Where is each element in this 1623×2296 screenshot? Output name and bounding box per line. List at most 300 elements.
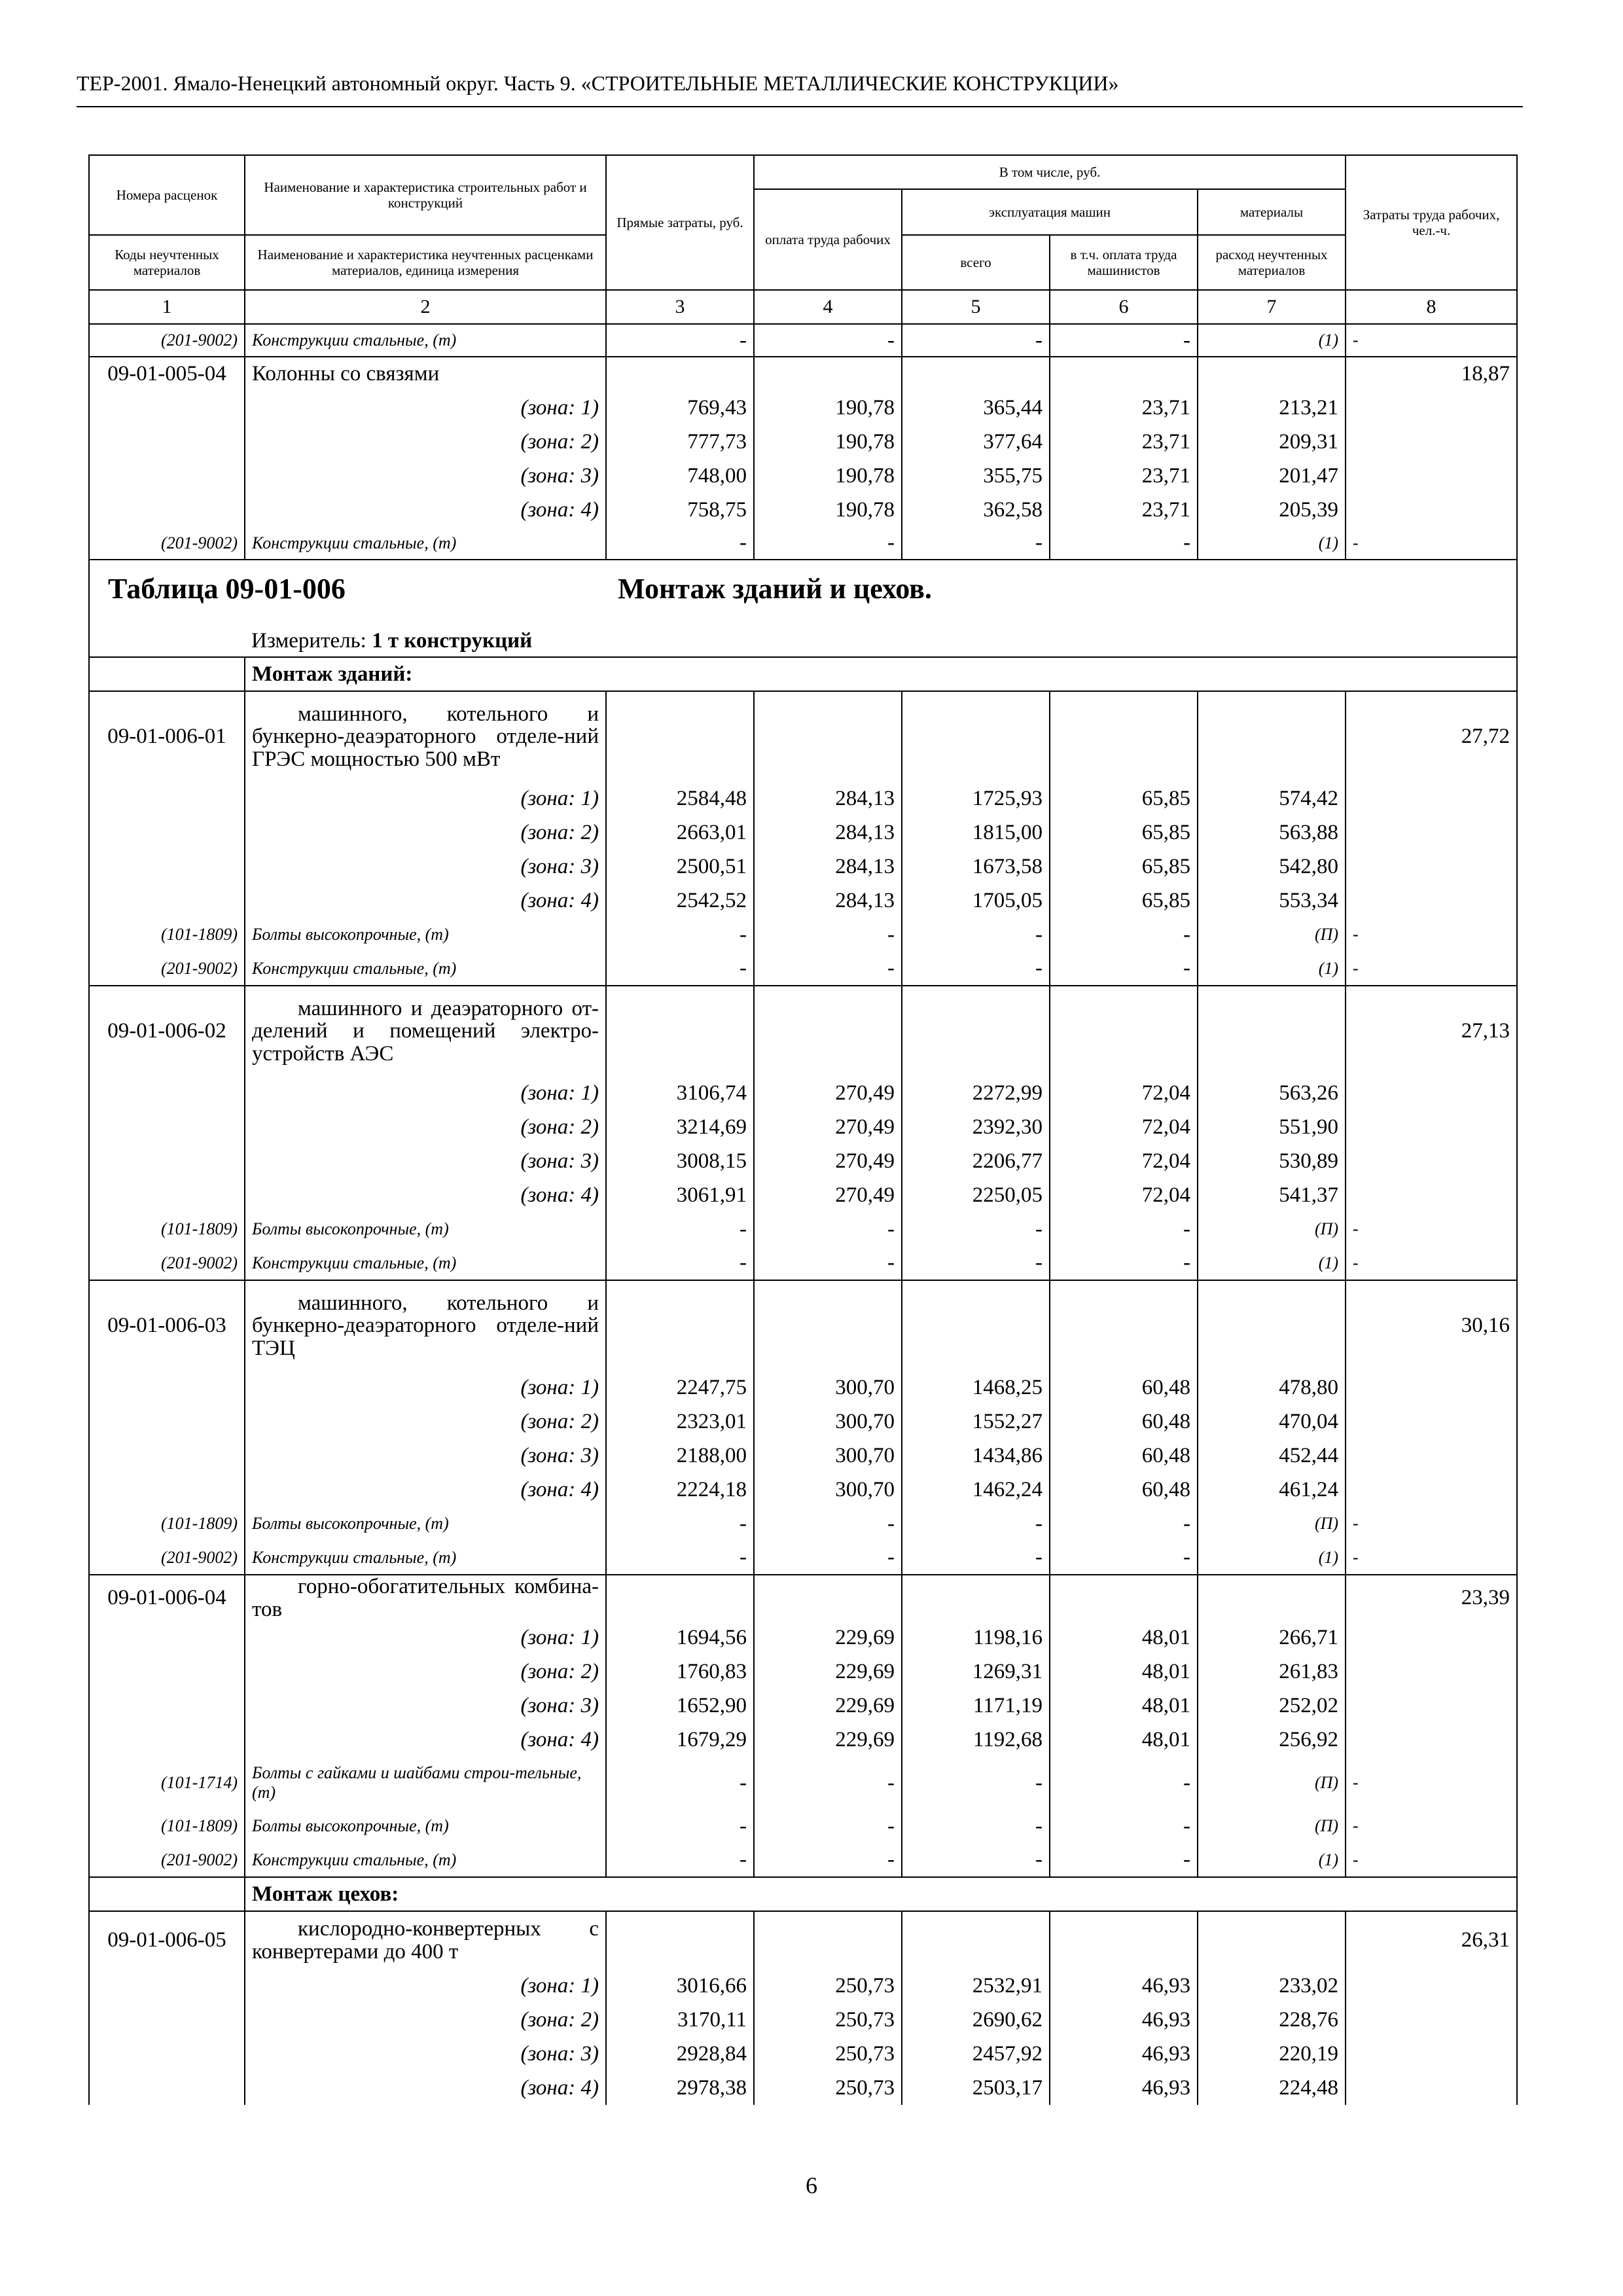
material-quantity: (1) [1198, 1843, 1346, 1877]
machinist-pay-value: 65,85 [1050, 884, 1198, 918]
materials-value: 233,02 [1198, 1969, 1346, 2003]
empty-cell [89, 1969, 245, 2003]
empty-cell [754, 1575, 902, 1621]
empty-cell [1346, 1473, 1517, 1507]
material-quantity: (П) [1198, 1757, 1346, 1809]
empty-cell [89, 884, 245, 918]
worker-pay-value: 270,49 [754, 1144, 902, 1178]
dash-cell: - [606, 1212, 754, 1246]
empty-cell [1050, 1280, 1198, 1371]
header-machines: эксплуатация машин [902, 189, 1198, 235]
empty-cell [1050, 1911, 1198, 1969]
empty-cell [1198, 691, 1346, 781]
direct-costs-value: 1679,29 [606, 1723, 754, 1757]
machines-total-value: 1673,58 [902, 850, 1050, 884]
empty-cell [1346, 459, 1517, 493]
zone-row [89, 459, 1517, 493]
dash-cell: - [606, 527, 754, 560]
material-row [89, 1246, 1517, 1280]
material-name: Конструкции стальные, (т) [245, 952, 606, 986]
dash-cell: - [606, 1507, 754, 1541]
materials-value: 220,19 [1198, 2037, 1346, 2071]
machines-total-value: 1815,00 [902, 816, 1050, 850]
dash-cell: - [1050, 918, 1198, 952]
dash-cell: - [1050, 324, 1198, 357]
worker-pay-value: 250,73 [754, 2003, 902, 2037]
worker-pay-value: 250,73 [754, 1969, 902, 2003]
header-divider [77, 106, 1523, 107]
column-number: 7 [1198, 290, 1346, 324]
zone-label: (зона: 1) [245, 1076, 606, 1110]
header-rate-number: Номера расценок [89, 155, 245, 235]
empty-cell [1346, 493, 1517, 527]
direct-costs-value: 2247,75 [606, 1371, 754, 1405]
material-quantity: (П) [1198, 1507, 1346, 1541]
empty-cell [1346, 2071, 1517, 2105]
empty-cell [89, 781, 245, 816]
zone-label: (зона: 4) [245, 1723, 606, 1757]
measure-value: 1 т конструкций [372, 629, 533, 653]
worker-pay-value: 300,70 [754, 1405, 902, 1439]
zone-row [89, 850, 1517, 884]
materials-value: 452,44 [1198, 1439, 1346, 1473]
dash-cell: - [606, 952, 754, 986]
zone-label: (зона: 3) [245, 2037, 606, 2071]
empty-cell [1346, 425, 1517, 459]
empty-cell [89, 1439, 245, 1473]
section-title: Монтаж цехов: [245, 1877, 1517, 1911]
dash-cell: - [1346, 1757, 1517, 1809]
zone-row [89, 1076, 1517, 1110]
worker-pay-value: 270,49 [754, 1076, 902, 1110]
material-row [89, 527, 1517, 560]
table-title: Таблица 09-01-006 [108, 573, 346, 605]
machinist-pay-value: 72,04 [1050, 1076, 1198, 1110]
material-row [89, 918, 1517, 952]
material-code: (201-9002) [89, 527, 245, 560]
labor-value: 18,87 [1346, 357, 1517, 391]
zone-row [89, 1371, 1517, 1405]
zone-row [89, 493, 1517, 527]
page-header: ТЕР-2001. Ямало-Ненецкий автономный округ. Часть 9. «СТРОИТЕЛЬНЫЕ МЕТАЛЛИЧЕСКИЕ КОНСТРУКЦИИ» [77, 71, 1119, 95]
work-name: машинного и деаэраторного от-делений и помещений электро-устройств АЭС [245, 986, 606, 1076]
empty-cell [1050, 986, 1198, 1076]
column-number: 4 [754, 290, 902, 324]
zone-row [89, 1439, 1517, 1473]
empty-cell [754, 1911, 902, 1969]
machines-total-value: 2250,05 [902, 1178, 1050, 1212]
material-quantity: (1) [1198, 1541, 1346, 1575]
empty-cell [89, 1405, 245, 1439]
zone-label: (зона: 3) [245, 850, 606, 884]
empty-cell [902, 691, 1050, 781]
empty-cell [89, 1110, 245, 1144]
direct-costs-value: 3061,91 [606, 1178, 754, 1212]
empty-cell [89, 1621, 245, 1655]
rate-row [89, 357, 1517, 391]
direct-costs-value: 2542,52 [606, 884, 754, 918]
material-quantity: (1) [1198, 324, 1346, 357]
material-quantity: (1) [1198, 527, 1346, 560]
dash-cell: - [606, 1541, 754, 1575]
direct-costs-value: 777,73 [606, 425, 754, 459]
material-code: (201-9002) [89, 1541, 245, 1575]
measure-label: Измеритель: [251, 629, 366, 653]
labor-value: 30,16 [1346, 1280, 1517, 1371]
machinist-pay-value: 46,93 [1050, 2037, 1198, 2071]
empty-cell [1346, 1371, 1517, 1405]
zone-label: (зона: 1) [245, 781, 606, 816]
table-title-row [89, 560, 1517, 626]
labor-value: 23,39 [1346, 1575, 1517, 1621]
machines-total-value: 1269,31 [902, 1655, 1050, 1689]
zone-label: (зона: 2) [245, 1110, 606, 1144]
direct-costs-value: 2928,84 [606, 2037, 754, 2071]
empty-cell [1198, 1575, 1346, 1621]
empty-cell [1346, 1621, 1517, 1655]
dash-cell: - [1050, 1541, 1198, 1575]
worker-pay-value: 229,69 [754, 1621, 902, 1655]
machinist-pay-value: 48,01 [1050, 1621, 1198, 1655]
zone-label: (зона: 3) [245, 459, 606, 493]
zone-row [89, 1473, 1517, 1507]
zone-label: (зона: 2) [245, 816, 606, 850]
materials-value: 205,39 [1198, 493, 1346, 527]
rate-code: 09-01-006-05 [89, 1911, 245, 1969]
material-code: (101-1809) [89, 1809, 245, 1843]
dash-cell: - [1050, 1246, 1198, 1280]
worker-pay-value: 250,73 [754, 2037, 902, 2071]
material-name: Конструкции стальные, (т) [245, 1843, 606, 1877]
worker-pay-value: 250,73 [754, 2071, 902, 2105]
machines-total-value: 355,75 [902, 459, 1050, 493]
worker-pay-value: 300,70 [754, 1439, 902, 1473]
material-quantity: (1) [1198, 1246, 1346, 1280]
zone-row [89, 2003, 1517, 2037]
material-quantity: (П) [1198, 918, 1346, 952]
empty-cell [1198, 1280, 1346, 1371]
dash-cell: - [754, 1507, 902, 1541]
empty-cell [902, 357, 1050, 391]
empty-cell [1050, 357, 1198, 391]
rates-table [88, 154, 1518, 2105]
rate-code: 09-01-006-02 [89, 986, 245, 1076]
empty-cell [1346, 1689, 1517, 1723]
dash-cell: - [902, 1843, 1050, 1877]
worker-pay-value: 190,78 [754, 459, 902, 493]
zone-label: (зона: 4) [245, 1473, 606, 1507]
material-name: Болты высокопрочные, (т) [245, 1507, 606, 1541]
empty-cell [606, 1575, 754, 1621]
dash-cell: - [902, 1507, 1050, 1541]
material-quantity: (П) [1198, 1809, 1346, 1843]
empty-cell [1346, 781, 1517, 816]
machines-total-value: 1725,93 [902, 781, 1050, 816]
machinist-pay-value: 60,48 [1050, 1439, 1198, 1473]
zone-row [89, 1178, 1517, 1212]
empty-cell [89, 1877, 245, 1911]
machinist-pay-value: 23,71 [1050, 425, 1198, 459]
empty-cell [89, 425, 245, 459]
dash-cell: - [902, 952, 1050, 986]
material-name: Болты высокопрочные, (т) [245, 1809, 606, 1843]
section-row [89, 657, 1517, 691]
materials-value: 541,37 [1198, 1178, 1346, 1212]
machinist-pay-value: 48,01 [1050, 1689, 1198, 1723]
dash-cell: - [1346, 527, 1517, 560]
materials-value: 461,24 [1198, 1473, 1346, 1507]
material-row [89, 1809, 1517, 1843]
zone-row [89, 1723, 1517, 1757]
machines-total-value: 2457,92 [902, 2037, 1050, 2071]
materials-value: 252,02 [1198, 1689, 1346, 1723]
machines-total-value: 1171,19 [902, 1689, 1050, 1723]
zone-label: (зона: 4) [245, 1178, 606, 1212]
zone-row [89, 1110, 1517, 1144]
dash-cell: - [606, 324, 754, 357]
header-machinist-pay: в т.ч. оплата труда машинистов [1050, 235, 1198, 290]
material-name: Конструкции стальные, (т) [245, 1541, 606, 1575]
direct-costs-value: 3008,15 [606, 1144, 754, 1178]
empty-cell [1346, 1969, 1517, 2003]
empty-cell [1346, 2037, 1517, 2071]
dash-cell: - [754, 1809, 902, 1843]
dash-cell: - [1050, 1212, 1198, 1246]
direct-costs-value: 758,75 [606, 493, 754, 527]
zone-row [89, 1621, 1517, 1655]
direct-costs-value: 1760,83 [606, 1655, 754, 1689]
worker-pay-value: 229,69 [754, 1655, 902, 1689]
machines-total-value: 2206,77 [902, 1144, 1050, 1178]
machinist-pay-value: 23,71 [1050, 493, 1198, 527]
header-direct-costs: Прямые затраты, руб. [606, 155, 754, 290]
dash-cell: - [754, 952, 902, 986]
empty-cell [89, 1655, 245, 1689]
direct-costs-value: 3016,66 [606, 1969, 754, 2003]
zone-row [89, 391, 1517, 425]
empty-cell [89, 459, 245, 493]
column-number: 6 [1050, 290, 1198, 324]
empty-cell [1346, 1076, 1517, 1110]
direct-costs-value: 2500,51 [606, 850, 754, 884]
empty-cell [1346, 1405, 1517, 1439]
zone-row [89, 816, 1517, 850]
empty-cell [902, 986, 1050, 1076]
empty-cell [89, 493, 245, 527]
rate-code: 09-01-006-01 [89, 691, 245, 781]
material-code: (101-1809) [89, 1507, 245, 1541]
column-number: 5 [902, 290, 1050, 324]
zone-row [89, 2037, 1517, 2071]
material-name: Болты высокопрочные, (т) [245, 1212, 606, 1246]
worker-pay-value: 284,13 [754, 850, 902, 884]
machines-total-value: 377,64 [902, 425, 1050, 459]
direct-costs-value: 748,00 [606, 459, 754, 493]
dash-cell: - [1346, 1246, 1517, 1280]
rate-row [89, 691, 1517, 781]
empty-cell [1346, 1655, 1517, 1689]
empty-cell [89, 1689, 245, 1723]
materials-value: 530,89 [1198, 1144, 1346, 1178]
zone-row [89, 1144, 1517, 1178]
dash-cell: - [902, 324, 1050, 357]
zone-row [89, 425, 1517, 459]
empty-cell [754, 357, 902, 391]
empty-cell [89, 1473, 245, 1507]
zone-label: (зона: 4) [245, 884, 606, 918]
zone-label: (зона: 3) [245, 1144, 606, 1178]
dash-cell: - [754, 324, 902, 357]
section-title: Монтаж зданий: [245, 657, 1517, 691]
machines-total-value: 2532,91 [902, 1969, 1050, 2003]
material-row [89, 1757, 1517, 1809]
empty-cell [1346, 850, 1517, 884]
dash-cell: - [754, 1843, 902, 1877]
empty-cell [1346, 884, 1517, 918]
machines-total-value: 1198,16 [902, 1621, 1050, 1655]
machinist-pay-value: 60,48 [1050, 1473, 1198, 1507]
empty-cell [89, 2037, 245, 2071]
work-name: машинного, котельного и бункерно-деаэраторного отделе-ний ГРЭС мощностью 500 мВт [245, 691, 606, 781]
zone-row [89, 1689, 1517, 1723]
empty-cell [1050, 1575, 1198, 1621]
empty-cell [89, 1723, 245, 1757]
header-work-name: Наименование и характеристика строительных работ и конструкций [245, 155, 606, 235]
machinist-pay-value: 23,71 [1050, 459, 1198, 493]
material-code: (201-9002) [89, 952, 245, 986]
machines-total-value: 365,44 [902, 391, 1050, 425]
dash-cell: - [606, 1843, 754, 1877]
machinist-pay-value: 72,04 [1050, 1144, 1198, 1178]
material-code: (101-1809) [89, 918, 245, 952]
empty-cell [754, 1280, 902, 1371]
machines-total-value: 2392,30 [902, 1110, 1050, 1144]
materials-value: 261,83 [1198, 1655, 1346, 1689]
dash-cell: - [1346, 1541, 1517, 1575]
zone-row [89, 781, 1517, 816]
machinist-pay-value: 46,93 [1050, 2003, 1198, 2037]
empty-cell [89, 391, 245, 425]
material-quantity: (1) [1198, 952, 1346, 986]
column-number: 8 [1346, 290, 1517, 324]
zone-label: (зона: 2) [245, 1655, 606, 1689]
empty-cell [89, 1371, 245, 1405]
dash-cell: - [902, 1541, 1050, 1575]
header-worker-pay: оплата труда рабочих [754, 189, 902, 290]
machines-total-value: 1468,25 [902, 1371, 1050, 1405]
rate-row [89, 1280, 1517, 1371]
direct-costs-value: 1694,56 [606, 1621, 754, 1655]
empty-cell [1346, 816, 1517, 850]
direct-costs-value: 1652,90 [606, 1689, 754, 1723]
direct-costs-value: 2978,38 [606, 2071, 754, 2105]
dash-cell: - [1050, 1809, 1198, 1843]
zone-label: (зона: 2) [245, 1405, 606, 1439]
material-quantity: (П) [1198, 1212, 1346, 1246]
materials-value: 553,34 [1198, 884, 1346, 918]
materials-value: 201,47 [1198, 459, 1346, 493]
empty-cell [902, 1911, 1050, 1969]
direct-costs-value: 3170,11 [606, 2003, 754, 2037]
empty-cell [1346, 1144, 1517, 1178]
materials-value: 563,88 [1198, 816, 1346, 850]
dash-cell: - [606, 918, 754, 952]
material-row [89, 1212, 1517, 1246]
machinist-pay-value: 48,01 [1050, 1655, 1198, 1689]
zone-row [89, 884, 1517, 918]
dash-cell: - [606, 1246, 754, 1280]
material-row [89, 324, 1517, 357]
machines-total-value: 1552,27 [902, 1405, 1050, 1439]
empty-cell [1198, 986, 1346, 1076]
empty-cell [606, 357, 754, 391]
materials-value: 563,26 [1198, 1076, 1346, 1110]
material-code: (201-9002) [89, 1843, 245, 1877]
worker-pay-value: 284,13 [754, 781, 902, 816]
worker-pay-value: 300,70 [754, 1371, 902, 1405]
empty-cell [89, 2071, 245, 2105]
materials-value: 470,04 [1198, 1405, 1346, 1439]
dash-cell: - [1050, 527, 1198, 560]
empty-cell [89, 850, 245, 884]
labor-value: 27,72 [1346, 691, 1517, 781]
header-including: В том числе, руб. [754, 155, 1346, 189]
header-material-codes: Коды неучтенных материалов [89, 235, 245, 290]
zone-row [89, 2071, 1517, 2105]
machinist-pay-value: 23,71 [1050, 391, 1198, 425]
dash-cell: - [1346, 1507, 1517, 1541]
empty-cell [606, 691, 754, 781]
header-materials: материалы [1198, 189, 1346, 235]
materials-value: 213,21 [1198, 391, 1346, 425]
material-row [89, 1843, 1517, 1877]
dash-cell: - [1050, 952, 1198, 986]
dash-cell: - [1050, 1843, 1198, 1877]
machinist-pay-value: 46,93 [1050, 1969, 1198, 2003]
column-number: 2 [245, 290, 606, 324]
empty-cell [606, 986, 754, 1076]
machinist-pay-value: 72,04 [1050, 1110, 1198, 1144]
empty-cell [1346, 1723, 1517, 1757]
dash-cell: - [902, 1246, 1050, 1280]
worker-pay-value: 190,78 [754, 425, 902, 459]
machinist-pay-value: 72,04 [1050, 1178, 1198, 1212]
work-name: Колонны со связями [245, 357, 606, 391]
machines-total-value: 1434,86 [902, 1439, 1050, 1473]
work-name: машинного, котельного и бункерно-деаэраторного отделе-ний ТЭЦ [245, 1280, 606, 1371]
machines-total-value: 362,58 [902, 493, 1050, 527]
direct-costs-value: 2323,01 [606, 1405, 754, 1439]
worker-pay-value: 284,13 [754, 816, 902, 850]
labor-value: 27,13 [1346, 986, 1517, 1076]
worker-pay-value: 300,70 [754, 1473, 902, 1507]
materials-value: 574,42 [1198, 781, 1346, 816]
empty-cell [606, 1280, 754, 1371]
material-row [89, 1507, 1517, 1541]
material-name: Конструкции стальные, (т) [245, 324, 606, 357]
zone-label: (зона: 4) [245, 493, 606, 527]
empty-cell [754, 691, 902, 781]
dash-cell: - [902, 1212, 1050, 1246]
machinist-pay-value: 48,01 [1050, 1723, 1198, 1757]
zone-row [89, 1405, 1517, 1439]
section-row [89, 1877, 1517, 1911]
empty-cell [606, 1911, 754, 1969]
work-name: кислородно-конвертерных с конвертерами до 400 т [245, 1911, 606, 1969]
empty-cell [89, 1144, 245, 1178]
empty-cell [754, 986, 902, 1076]
materials-value: 266,71 [1198, 1621, 1346, 1655]
